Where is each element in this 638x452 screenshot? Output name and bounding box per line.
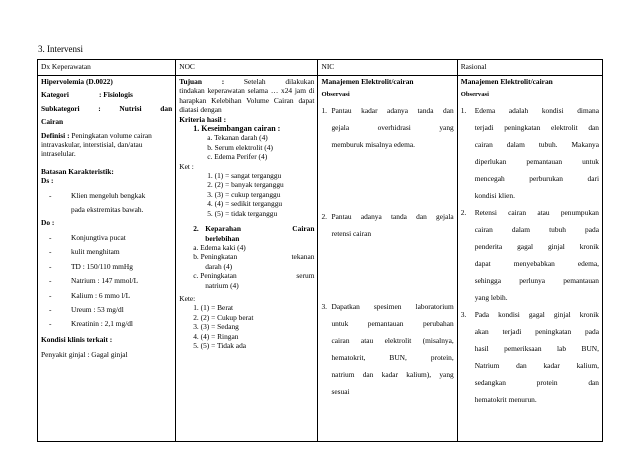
- list-item: 4. (4) = sedikit terganggu: [207, 199, 283, 209]
- list-item: - Kalium : 6 mmo l/L: [49, 290, 131, 300]
- rasional-item-3: 3. Pada kondisi gagal ginjal kronik akan terjadi peningkatan pada hasil pemeriksaan lab BUN, Natrium dan kadar kalium, sedangkan protein dan hematokrit menurun.: [460, 309, 599, 404]
- list-item: - Kreatinin : 2,1 mg/dl: [49, 319, 133, 329]
- list-item: 4. (4) = Ringan: [193, 331, 239, 341]
- list-item: b. Peningkatan tekanan: [193, 252, 315, 262]
- dx-title: Hipervolemia (D.0022): [41, 77, 113, 86]
- noc-kriteria: Kriteria hasil :: [179, 114, 227, 124]
- header-rasional: Rasional: [457, 60, 602, 76]
- rasional-item-1: 1. Edema adalah kondisi dimana terjadi peningkatan elektrolit dan cairan dalam tubuh. Makanya diperlukan pemantauan untuk mencegah perburukan dari kondisi klien.: [460, 105, 599, 200]
- rasional-cell: [457, 76, 602, 442]
- list-item: - kulit menghitam: [49, 247, 120, 257]
- list-item: natrium (4): [205, 280, 239, 290]
- list-item: 3. (3) = Sedang: [193, 322, 239, 332]
- dx-cell: [38, 76, 176, 442]
- section-heading: 3. Intervensi: [38, 44, 83, 54]
- dx-kategori: Kategori : Fisiologis: [41, 90, 133, 100]
- list-item: 2. (2) = Cukup berat: [193, 312, 254, 322]
- noc-k1-title: 1. Keseimbangan cairan :: [193, 124, 281, 134]
- list-item: c. Edema Perifer (4): [207, 152, 268, 162]
- list-item: 1. (1) = sangat terganggu: [207, 171, 282, 181]
- noc-tujuan-text: tindakan keperawatan selama … x24 jam di harapkan Kelebihan Volume Cairan dapat diatasi dengan: [179, 86, 315, 115]
- list-item: c. Peningkatan serum: [193, 271, 315, 281]
- rasional-title: Manajemen Elektrolit/cairan: [460, 77, 553, 86]
- nic-observasi: Observasi: [321, 91, 350, 99]
- list-item: b. Serum elektrolit (4): [207, 142, 273, 152]
- list-item: - Konjungtiva pucat: [49, 232, 126, 242]
- nic-title: Manajemen Elektrolit/cairan: [321, 77, 414, 86]
- dx-batasan: Batasan Karakteristik:: [41, 166, 114, 176]
- dx-cairan: Cairan: [41, 117, 64, 127]
- intervention-table: [37, 59, 603, 442]
- dx-subkategori: Subkategori : Nutrisi dan: [41, 103, 173, 113]
- noc-k2-title: 2. Keparahan Cairan: [193, 224, 315, 234]
- dx-do-label: Do :: [41, 218, 55, 228]
- nic-item-1: 1. Pantau kadar adanya tanda dan gejala overhidrasi yang memburuk misalnya edema.: [321, 105, 454, 149]
- list-item: - TD : 150/110 mmHg: [49, 261, 133, 271]
- header-nic: NIC: [318, 60, 457, 76]
- list-item: - Klien mengeluh bengkak: [49, 190, 146, 200]
- header-dx: Dx Keperawatan: [38, 60, 176, 76]
- header-noc: NOC: [176, 60, 318, 76]
- dx-kondisi-label: Kondisi klinis terkait :: [41, 334, 113, 344]
- dx-ds-label: Ds :: [41, 176, 54, 186]
- noc-k2-title-cont: berlebihan: [205, 233, 240, 243]
- nic-cell: [318, 76, 457, 442]
- list-item: - Ureum : 53 mg/dl: [49, 304, 124, 314]
- noc-tujuan: Tujuan : Setelah dilakukan: [179, 77, 315, 86]
- table-header-row: [38, 60, 603, 76]
- list-item: 5. (5) = Tidak ada: [193, 340, 247, 350]
- list-item: darah (4): [205, 261, 233, 271]
- rasional-item-2: 2. Retensi cairan atau penumpukan cairan dalam tubuh pada penderita gagal ginjal kronik dapat menyebabkan edema, sehingga perlunya pemantauan yang lebih.: [460, 207, 599, 302]
- noc-ket2: Kete:: [179, 293, 196, 303]
- list-item: pada ekstremitas bawah.: [71, 205, 144, 215]
- list-item: 1. (1) = Berat: [193, 303, 234, 313]
- dx-definisi: Definisi : Peningkatan volume cairan intravaskular, interstisial, dan/atau intraselular.: [41, 130, 152, 159]
- nic-item-3: 3. Dapatkan spesimen laboratorium untuk pemantauan perubahan cairan atau elektrolit (misalnya, hematokrit, BUN, protein, natrium dan kadar kalium), yang sesuai: [321, 301, 454, 396]
- dx-kondisi-text: Penyakit ginjal : Gagal ginjal: [41, 350, 128, 360]
- nic-item-2: 2. Pantau adanya tanda dan gejala retensi cairan: [321, 211, 454, 238]
- list-item: 2. (2) = banyak terganggu: [207, 180, 284, 190]
- noc-ket1: Ket :: [179, 161, 194, 171]
- list-item: a. Tekanan darah (4): [207, 133, 268, 143]
- list-item: - Natrium : 147 mmol/L: [49, 276, 139, 286]
- list-item: 5. (5) = tidak terganggu: [207, 208, 278, 218]
- rasional-observasi: Observasi: [460, 91, 489, 99]
- list-item: 3. (3) = cukup terganggu: [207, 189, 281, 199]
- list-item: a. Edema kaki (4): [193, 242, 246, 252]
- noc-cell: [176, 76, 318, 442]
- table-row: [38, 76, 603, 442]
